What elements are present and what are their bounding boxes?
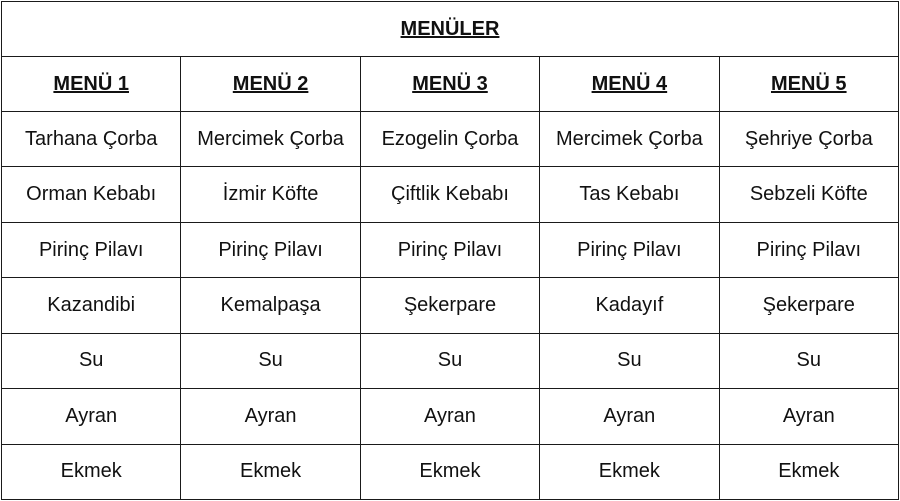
menu-5-ayran: Ayran	[719, 389, 898, 444]
menu-5-dessert: Şekerpare	[719, 278, 898, 333]
menu-4-soup: Mercimek Çorba	[540, 112, 719, 167]
menu-4-ayran: Ayran	[540, 389, 719, 444]
menu-2-water: Su	[181, 333, 360, 388]
menu-3-ayran: Ayran	[360, 389, 539, 444]
row-side	[2, 222, 899, 277]
menu-4-header: MENÜ 4	[540, 57, 719, 112]
menu-5-header: MENÜ 5	[719, 57, 898, 112]
menu-4-side: Pirinç Pilavı	[540, 222, 719, 277]
menu-4-bread: Ekmek	[540, 444, 719, 499]
menu-3-header: MENÜ 3	[360, 57, 539, 112]
menu-2-bread: Ekmek	[181, 444, 360, 499]
row-bread	[2, 444, 899, 499]
menu-2-dessert: Kemalpaşa	[181, 278, 360, 333]
menu-5-main-course: Sebzeli Köfte	[719, 167, 898, 222]
row-main-course	[2, 167, 899, 222]
menu-3-side: Pirinç Pilavı	[360, 222, 539, 277]
menu-5-soup: Şehriye Çorba	[719, 112, 898, 167]
menu-1-side: Pirinç Pilavı	[2, 222, 181, 277]
menu-5-bread: Ekmek	[719, 444, 898, 499]
table-title: MENÜLER	[2, 2, 899, 57]
menu-2-ayran: Ayran	[181, 389, 360, 444]
header-row	[2, 57, 899, 112]
row-soup	[2, 112, 899, 167]
menu-1-soup: Tarhana Çorba	[2, 112, 181, 167]
menu-1-water: Su	[2, 333, 181, 388]
menu-1-header: MENÜ 1	[2, 57, 181, 112]
menu-2-header: MENÜ 2	[181, 57, 360, 112]
menu-3-water: Su	[360, 333, 539, 388]
menu-3-main-course: Çiftlik Kebabı	[360, 167, 539, 222]
menu-4-dessert: Kadayıf	[540, 278, 719, 333]
menu-2-side: Pirinç Pilavı	[181, 222, 360, 277]
menu-2-main-course: İzmir Köfte	[181, 167, 360, 222]
menu-5-side: Pirinç Pilavı	[719, 222, 898, 277]
menu-2-soup: Mercimek Çorba	[181, 112, 360, 167]
row-dessert	[2, 278, 899, 333]
menu-1-ayran: Ayran	[2, 389, 181, 444]
title-row	[2, 2, 899, 57]
menu-4-water: Su	[540, 333, 719, 388]
menu-5-water: Su	[719, 333, 898, 388]
menu-table	[1, 1, 899, 500]
row-water	[2, 333, 899, 388]
menu-3-bread: Ekmek	[360, 444, 539, 499]
menu-3-dessert: Şekerpare	[360, 278, 539, 333]
menu-1-bread: Ekmek	[2, 444, 181, 499]
menu-3-soup: Ezogelin Çorba	[360, 112, 539, 167]
menu-1-dessert: Kazandibi	[2, 278, 181, 333]
row-ayran	[2, 389, 899, 444]
menu-1-main-course: Orman Kebabı	[2, 167, 181, 222]
menu-4-main-course: Tas Kebabı	[540, 167, 719, 222]
